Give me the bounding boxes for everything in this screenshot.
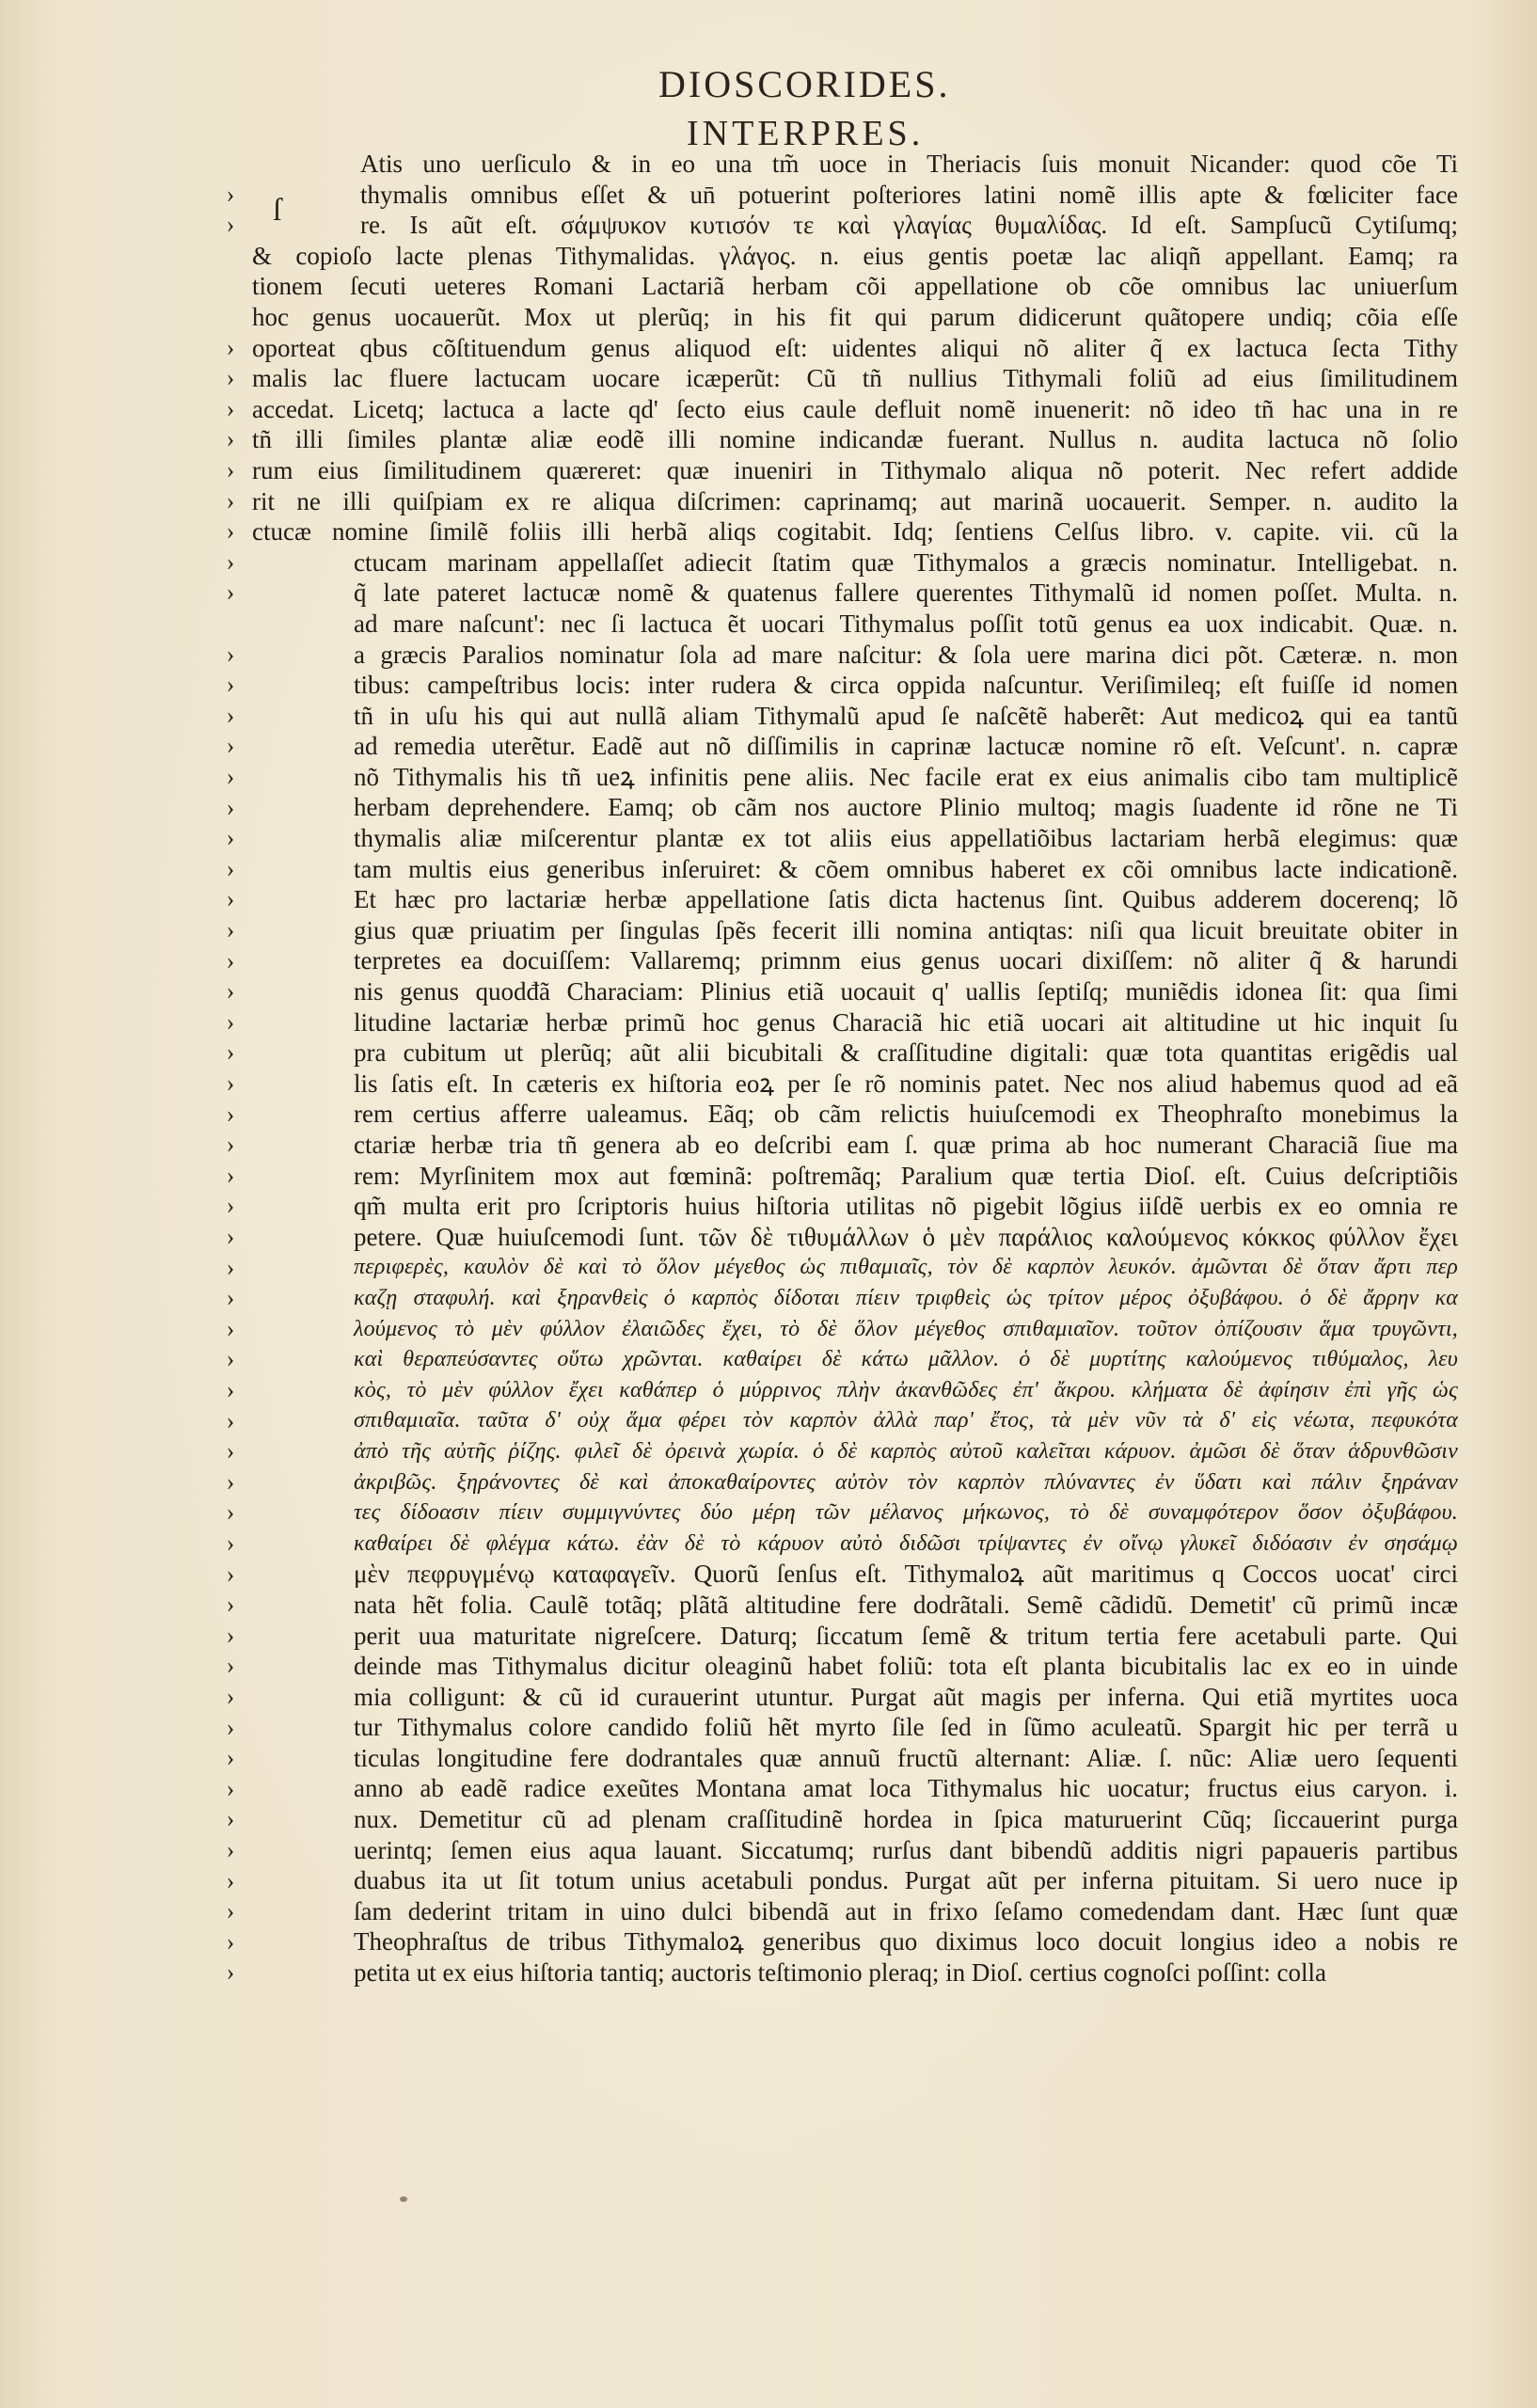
margin-mark: › xyxy=(226,211,235,239)
body-text xyxy=(252,149,1458,1988)
margin-mark: › xyxy=(226,1897,235,1925)
margin-mark: › xyxy=(226,671,235,699)
text-line: περιφερὲς, καυλὸν δὲ καὶ τὸ ὅλον μέγεθος ὡς πιθαμιαῖς, τὸν δὲ καρπὸν λευκόν. ἀμῶνται δὲ ὅταν ἄρτι περ xyxy=(354,1255,1458,1280)
text-line: anno ab eadẽ radice exeũtes Montana amat loca Tithymalus hic uocatur; fructus eius caryon. i. xyxy=(354,1774,1458,1803)
margin-mark: › xyxy=(226,394,235,422)
text-line: a græcis Paralios nominatur ſola ad mare naſcitur: & ſola uere marina dici põt. Cæteræ. n. mon xyxy=(354,640,1458,669)
text-line: thymalis omnibus eſſet & un̄ potuerint poſteriores latini nomẽ illis apte & fœliciter face xyxy=(360,180,1458,209)
text-line: re. Is aũt eſt. σάμψυκον κυτισόν τε καὶ γλαγίας θυμαλίδας. Id eſt. Sampſucũ Cytiſumq; xyxy=(360,211,1458,240)
margin-mark: › xyxy=(226,1958,235,1987)
margin-mark: › xyxy=(226,1774,235,1802)
margin-mark: › xyxy=(226,547,235,576)
text-line: καὶ θεραπεύσαντες οὕτω χρῶνται. καθαίρει δὲ κάτω μᾶλλον. ὁ δὲ μυρτίτης καλούμενος τιθύμαλος, λευ xyxy=(354,1347,1458,1372)
text-line: rum eius ſimilitudinem quæreret: quæ inueniri in Tithymalo aliqua nõ poterit. Nec refert addide xyxy=(252,455,1458,484)
text-line: terpretes ea docuiſſem: Vallaremq; primnm eius genus uocari dixiſſem: nõ aliter q̃ & harundi xyxy=(354,946,1458,975)
margin-mark: › xyxy=(226,517,235,546)
text-line: ctucæ nomine ſimilẽ foliis illi herbã aliqs cogitabit. Idq; ſentiens Celſus libro. v. capite. vii. cũ la xyxy=(252,517,1458,547)
text-line: Theophraſtus de tribus Tithymaloꝝ generibus quo diximus loco docuit longius ideo a nobis re xyxy=(354,1927,1458,1956)
text-line: σπιθαμιαῖα. ταῦτα δ' οὐχ ἅμα φέρει τὸν καρπὸν ἀλλὰ παρ' ἔτος, τὰ μὲν νῦν τὰ δ' εἰς νέωτα, πεφυκότα xyxy=(354,1408,1458,1434)
text-line: tibus: campeſtribus locis: inter rudera & circa oppida naſcuntur. Veriſimileq; eſt fuiſſe id nomen xyxy=(354,671,1458,700)
text-line: ſam dederint tritam in uino dulci bibendã aut in frixo ſeſamo comedendam dant. Hæc ſunt quæ xyxy=(354,1896,1458,1925)
text-line: ἀπὸ τῆς αὐτῆς ῥίζης. φιλεῖ δὲ ὀρεινὰ χωρία. ὁ δὲ καρπὸς αὐτοῦ καλεῖται κάρυον. ἀμῶσι δὲ ὅταν ἁδρυνθῶσιν xyxy=(354,1438,1458,1464)
text-line: rem certius afferre ualeamus. Eãq; ob cãm relictis huiuſcemodi ex Theophraſto monebimus la xyxy=(354,1100,1458,1129)
margin-mark: › xyxy=(226,1498,235,1527)
margin-mark: › xyxy=(226,885,235,913)
drop-cap: ſ xyxy=(273,193,282,228)
margin-mark: › xyxy=(226,1683,235,1710)
text-line: καζῃ σταφυλή. καὶ ξηρανθεὶς ὁ καρπὸς δίδοται πίειν τριφθεὶς ὡς τρίτον μέρος ὀξυβάφου. ὁ δὲ ἄρρην κα xyxy=(354,1285,1458,1310)
text-line: tñ illi ſimiles plantæ aliæ eodẽ illi nomine indicandæ fuerant. Nullus n. audita lactuca nõ ſolio xyxy=(252,425,1458,454)
text-line: herbam deprehendere. Eamq; ob cãm nos auctore Plinio multoq; magis ſuadente id rõne ne Ti xyxy=(354,793,1458,822)
margin-mark: › xyxy=(226,1100,235,1128)
margin-mark: › xyxy=(226,1621,235,1649)
text-line: ctucam marinam appellaſſet adiecit ſtatim quæ Tithymalos a græcis nominatur. Intelligebat. n. xyxy=(354,547,1458,577)
margin-mark: › xyxy=(226,1805,235,1833)
margin-mark: › xyxy=(226,824,235,852)
margin-mark: › xyxy=(226,578,235,607)
text-line: uerintq; ſemen eius aqua lauant. Siccatumq; rurſus dant bibendũ additis nigri papaueris partibus xyxy=(354,1835,1458,1864)
text-line: μὲν πεφρυγμένῳ καταφαγεῖν. Quorũ ſenſus eſt. Tithymaloꝝ aũt maritimus q Coccos uocat' circi xyxy=(354,1560,1458,1589)
margin-mark: › xyxy=(226,793,235,821)
margin-mark: › xyxy=(226,1560,235,1588)
section-title: INTERPRES. xyxy=(687,114,925,153)
text-line: thymalis aliæ miſcerentur plantæ ex tot aliis eius appellatiõibus lactariam herbã elegimus: quæ xyxy=(354,824,1458,853)
text-line: tam multis eius generibus inſeruiret: & cõem omnibus haberet ex cõi omnibus lacte indicationẽ. xyxy=(354,854,1458,883)
margin-mark: › xyxy=(226,1345,235,1373)
text-line: qm̃ multa erit pro ſcriptoris huius hiſtoria utilitas nõ pigebit lõgius iiſdẽ uerbis ex eo omnia re xyxy=(354,1192,1458,1221)
margin-mark: › xyxy=(226,1529,235,1557)
margin-mark: › xyxy=(226,1131,235,1159)
text-line: λούμενος τὸ μὲν φύλλον ἐλαιῶδες ἔχει, τὸ δὲ ὅλον μέγεθος σπιθαμιαῖον. τοῦτον ὀπίζουσιν ἅμα τρυγῶντι, xyxy=(354,1316,1458,1341)
text-line: Et hæc pro lactariæ herbæ appellatione ſatis dicta hactenus ſint. Quibus adderem docerenq; lõ xyxy=(354,885,1458,914)
margin-mark: › xyxy=(226,640,235,668)
text-line: nata hẽt folia. Caulẽ totãq; plãtã altitudine fere dodrãtali. Semẽ cãdidũ. Demetit' cũ primũ incæ xyxy=(354,1590,1458,1619)
text-line: nux. Demetitur cũ ad plenam craſſitudinẽ hordea in ſpica maturuerint Cũq; ſiccauerint purga xyxy=(354,1805,1458,1834)
margin-mark: › xyxy=(226,977,235,1006)
margin-mark: › xyxy=(226,1591,235,1619)
margin-mark: › xyxy=(226,1007,235,1036)
text-line: tur Tithymalus colore candido foliũ hẽt myrto ſile ſed in ſũmo aculeatũ. Spargit hic per terrã u xyxy=(354,1713,1458,1742)
margin-mark: › xyxy=(226,1038,235,1067)
text-line: rem: Myrſinitem mox aut fœminã: poſtremãq; Paralium quæ tertia Dioſ. eſt. Cuius deſcriptiõis xyxy=(354,1161,1458,1190)
margin-mark: › xyxy=(226,180,235,208)
text-line: ticulas longitudine fere dodrantales quæ annuũ fructũ alternant: Aliæ. ſ. nũc: Aliæ uero ſequenti xyxy=(354,1743,1458,1772)
margin-mark: › xyxy=(226,333,235,361)
margin-mark: › xyxy=(226,1927,235,1956)
margin-mark: › xyxy=(226,732,235,760)
margin-mark: › xyxy=(226,486,235,515)
text-line: accedat. Licetq; lactuca a lacte qd' ſecto eius caule defluit nomẽ inuenerit: nõ ideo tñ hac una in re xyxy=(252,394,1458,423)
text-line: mia colligunt: & cũ id curauerint utuntur. Purgat aũt magis per inferna. Qui etiã myrtites uoca xyxy=(354,1682,1458,1711)
margin-mark: › xyxy=(226,1836,235,1863)
margin-mark: › xyxy=(226,1192,235,1220)
paper-speck xyxy=(400,2196,407,2202)
text-line: deinde mas Tithymalus dicitur oleaginũ habet foliũ: tota eſt planta bicubitalis lac ex eo in uinde xyxy=(354,1652,1458,1681)
margin-mark: › xyxy=(226,916,235,943)
margin-mark: › xyxy=(226,701,235,729)
margin-mark: › xyxy=(226,763,235,790)
text-line: tñ in uſu his qui aut nullã aliam Tithymalũ apud ſe naſcẽtẽ haberẽt: Aut medicoꝝ qui ea tantũ xyxy=(354,701,1458,730)
margin-mark: › xyxy=(226,946,235,974)
text-line: ctariæ herbæ tria tñ genera ab eo deſcribi eam ſ. quæ prima ab hoc numerant Characiã ſiue ma xyxy=(354,1131,1458,1159)
margin-mark: › xyxy=(226,364,235,392)
text-line: malis lac fluere lactucam uocare icæperũt: Cũ tñ nullius Tithymali foliũ ad eius ſimilitudinem xyxy=(252,364,1458,393)
text-line: tionem ſecuti ueteres Romani Lactariã herbam cõi appellatione ob cõe omnibus lac uniuerſum xyxy=(252,272,1458,301)
text-line: καθαίρει δὲ φλέγμα κάτω. ἐὰν δὲ τὸ κάρυον αὐτὸ διδῶσι τρίψαντες ἐν οἴνῳ γλυκεῖ διδόασιν ἐν σησάμῳ xyxy=(354,1530,1458,1556)
text-line: nõ Tithymalis his tñ ueꝝ infinitis pene aliis. Nec facile erat ex eius animalis cibo tam multiplicẽ xyxy=(354,762,1458,791)
margin-mark: › xyxy=(226,1406,235,1434)
text-line: duabus ita ut ſit totum unius acetabuli pondus. Purgat aũt per inferna pituitam. Si uero nuce ip xyxy=(354,1866,1458,1895)
margin-mark: › xyxy=(226,1744,235,1772)
text-line: nis genus quodđã Characiam: Plinius etiã uocauit q' uallis ſeptiſq; muniẽdis idonea ſit: qua ſimi xyxy=(354,977,1458,1006)
text-line: & copioſo lacte plenas Tithymalidas. γλάγος. n. eius gentis poetæ lac aliqñ appellant. Eamq; ra xyxy=(252,241,1458,270)
text-line: hoc genus uocauerũt. Mox ut plerũq; in his fit qui parum didicerunt quãtopere undiq; cõia eſſe xyxy=(252,302,1458,331)
text-line: q̃ late pateret lactucæ nomẽ & quatenus fallere querentes Tithymalũ id nomen poſſet. Multa. n. xyxy=(354,578,1458,608)
margin-mark: › xyxy=(226,1866,235,1894)
text-line: ad remedia uterẽtur. Eadẽ aut nõ diſſimilis in caprinæ lactucæ nomine rõ eſt. Veſcunt'. n. capræ xyxy=(354,732,1458,761)
margin-mark: › xyxy=(226,1314,235,1342)
text-line: ad mare naſcunt': nec ſi lactuca ẽt uocari Tithymalus poſſit totũ genus ea uox indicabit. Quæ. n. xyxy=(354,609,1458,638)
margin-mark: › xyxy=(226,1652,235,1680)
text-line: κὸς, τὸ μὲν φύλλον ἔχει καθάπερ ὁ μύρρινος πλὴν ἀκανθῶδες ἐπ' ἄκρου. κλήματα δὲ ἀφίησιν ἐπὶ γῆς ὡς xyxy=(354,1377,1458,1402)
margin-mark: › xyxy=(226,1253,235,1281)
margin-mark: › xyxy=(226,854,235,882)
text-line: rit ne illi quiſpiam ex re aliqua diſcrimen: caprinamq; aut marinã uocauerit. Semper. n. audito la xyxy=(252,486,1458,515)
margin-mark: › xyxy=(226,1284,235,1312)
text-line: pra cubitum ut plerũq; aũt alii bicubitali & craſſitudine digitali: quæ tota quantitas erigẽdis ual xyxy=(354,1038,1458,1068)
text-line: petere. Quæ huiuſcemodi ſunt. τῶν δὲ τιθυμάλλων ὁ μὲν παράλιος καλούμενος κόκκος φύλλον ἔχει xyxy=(354,1222,1458,1251)
margin-mark: › xyxy=(226,425,235,453)
text-line: τες δίδοασιν πίειν συμμιγνύντες δύο μέρη τῶν μέλανος μήκωνος, τὸ δὲ συναμφότερον ὅσον ὀξυβάφου. xyxy=(354,1500,1458,1526)
text-line: litudine lactariæ herbæ primũ hoc genus Characiã hic etiã uocari ait altitudine ut hic inquit ſu xyxy=(354,1007,1458,1037)
text-line: petita ut ex eius hiſtoria tantiq; auctoris teſtimonio pleraq; in Dioſ. certius cognoſci poſſint: colla xyxy=(354,1958,1327,1988)
text-line: oporteat qbus cõſtituendum genus aliquod eſt: uidentes aliqui nõ aliter q̃ ex lactuca ſecta Tithy xyxy=(252,333,1458,362)
margin-mark: › xyxy=(226,456,235,483)
text-line: lis ſatis eſt. In cæteris ex hiſtoria eoꝝ per ſe rõ nominis patet. Nec nos aliud habemus quod ad eã xyxy=(354,1069,1458,1098)
margin-mark: › xyxy=(226,1161,235,1189)
text-line: ἀκριβῶς. ξηράνοντες δὲ καὶ ἀποκαθαίροντες αὐτὸν τὸν καρπὸν πλύναντες ἐν ὕδατι καὶ πάλιν ξηράναν xyxy=(354,1469,1458,1495)
margin-mark: › xyxy=(226,1069,235,1097)
running-head: DIOSCORIDES. xyxy=(658,63,951,105)
margin-mark: › xyxy=(226,1376,235,1403)
margin-mark: › xyxy=(226,1437,235,1465)
margin-mark: › xyxy=(226,1467,235,1496)
text-line: gius quæ priuatim per ſingulas ſpẽs fecerit illi nomina antiqtas: niſi qua licuit breuitate obiter in xyxy=(354,915,1458,944)
text-line: perit uua maturitate nigreſcere. Daturq; ſiccatum ſemẽ & tritum tertia fere acetabuli parte. Qui xyxy=(354,1621,1458,1650)
text-line: Atis uno uerſiculo & in eo una tm̃ uoce in Theriacis ſuis monuit Nicander: quod cõe Ti xyxy=(360,150,1458,178)
margin-mark: › xyxy=(226,1223,235,1250)
margin-mark: › xyxy=(226,1713,235,1741)
